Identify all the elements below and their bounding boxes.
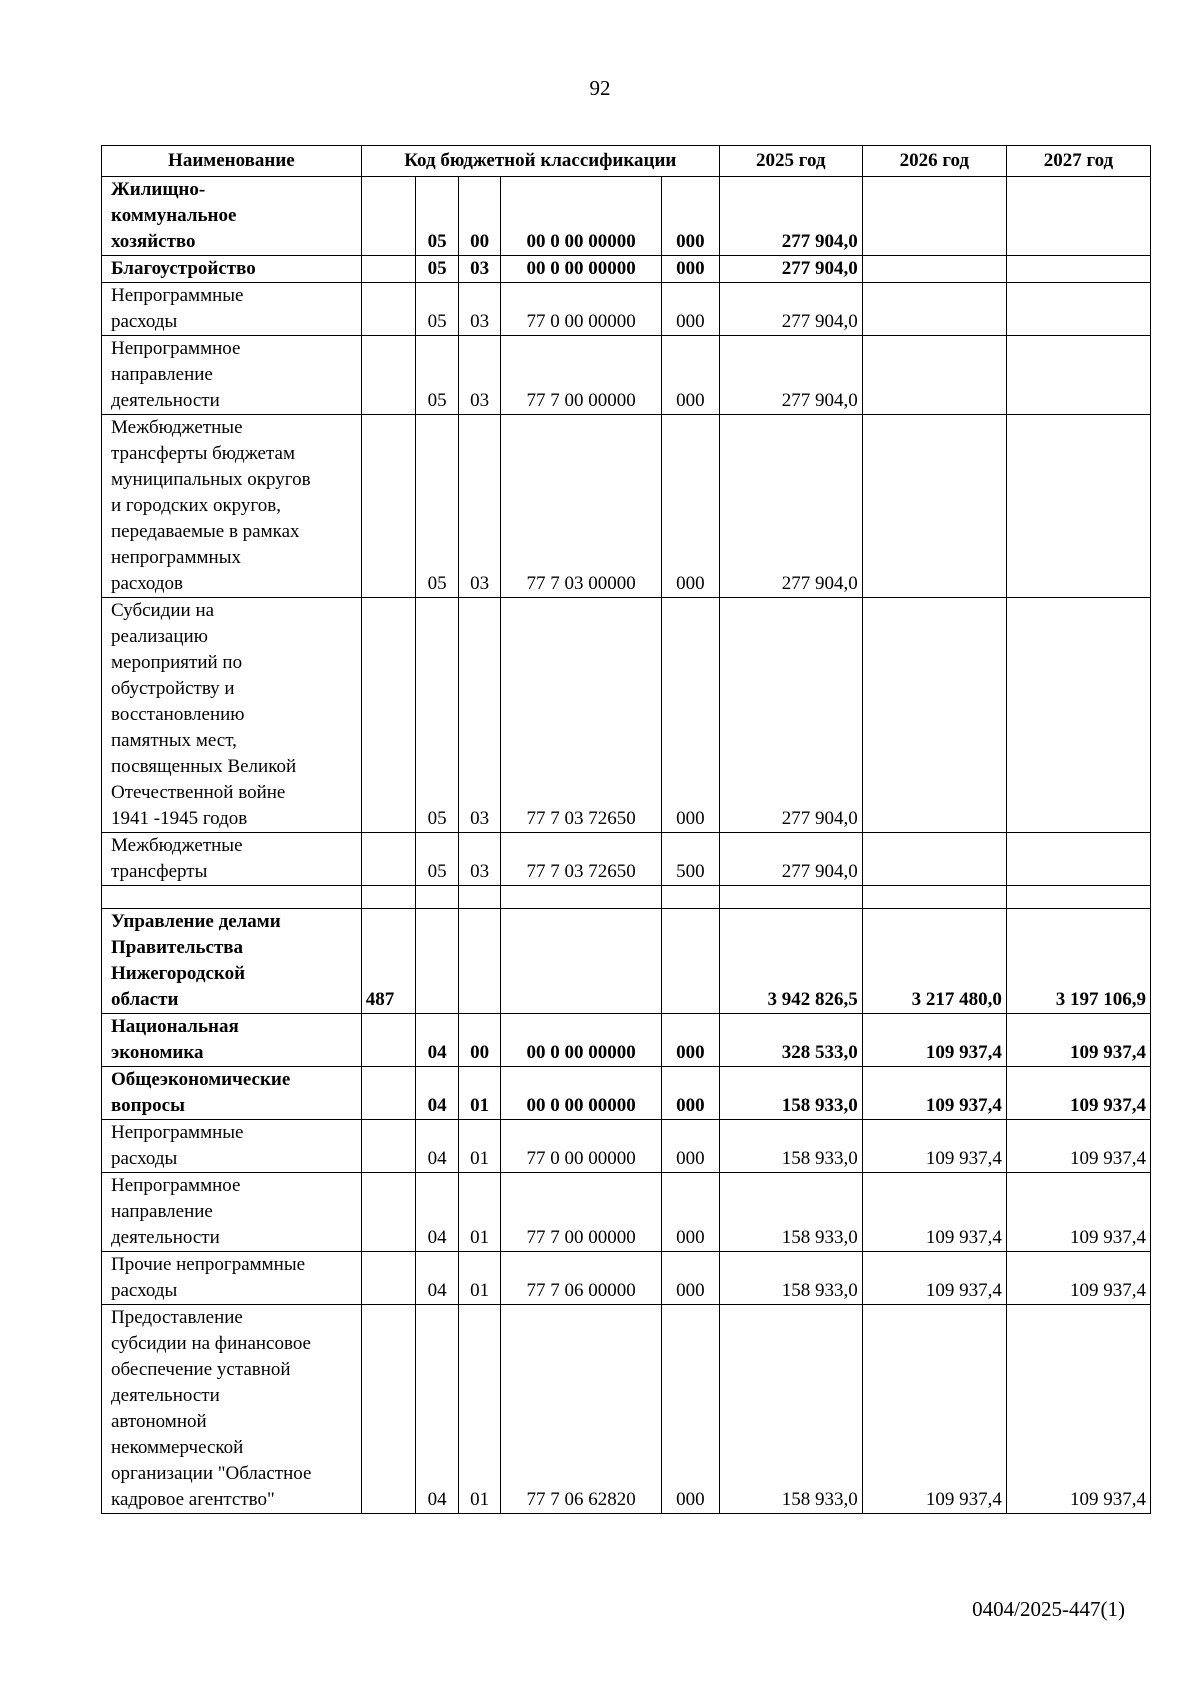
- expense-type-code: 000: [661, 598, 719, 833]
- section-code: 05: [416, 598, 459, 833]
- expense-type-code: 000: [661, 1120, 719, 1173]
- value-2027: [1006, 283, 1150, 336]
- value-2027: 109 937,4: [1006, 1014, 1150, 1067]
- value-2027: [1006, 415, 1150, 598]
- value-2026: [862, 336, 1006, 415]
- table-row: [102, 1173, 1151, 1252]
- value-2025: 158 933,0: [719, 1305, 862, 1514]
- value-2025: 277 904,0: [719, 598, 862, 833]
- value-2027: 109 937,4: [1006, 1173, 1150, 1252]
- subsection-code: [458, 909, 501, 1014]
- value-2025: 277 904,0: [719, 283, 862, 336]
- expense-type-code: 000: [661, 336, 719, 415]
- row-name: Управление делами Правительства Нижегородской области: [102, 909, 362, 1014]
- dept-code: [361, 256, 416, 283]
- section-code: 05: [416, 336, 459, 415]
- value-2027: 109 937,4: [1006, 1120, 1150, 1173]
- table-row: [102, 1120, 1151, 1173]
- target-article-code: 77 7 06 00000: [501, 1252, 661, 1305]
- section-code: 04: [416, 1067, 459, 1120]
- header-name: Наименование: [102, 146, 362, 177]
- empty-cell: [102, 886, 362, 909]
- section-code: 04: [416, 1173, 459, 1252]
- value-2027: [1006, 598, 1150, 833]
- row-name: Общеэкономические вопросы: [102, 1067, 362, 1120]
- document-code: 0404/2025-447(1): [972, 1597, 1125, 1621]
- dept-code: [361, 1173, 416, 1252]
- table-row: [102, 283, 1151, 336]
- dept-code: [361, 833, 416, 886]
- value-2026: 109 937,4: [862, 1252, 1006, 1305]
- dept-code: [361, 1014, 416, 1067]
- target-article-code: 00 0 00 00000: [501, 1014, 661, 1067]
- expense-type-code: 000: [661, 1014, 719, 1067]
- table-row: [102, 1067, 1151, 1120]
- value-2026: 109 937,4: [862, 1305, 1006, 1514]
- value-2026: [862, 256, 1006, 283]
- target-article-code: 77 7 03 00000: [501, 415, 661, 598]
- row-name: Жилищно- коммунальное хозяйство: [102, 177, 362, 256]
- value-2025: 277 904,0: [719, 336, 862, 415]
- value-2026: [862, 283, 1006, 336]
- value-2025: 277 904,0: [719, 415, 862, 598]
- value-2026: 109 937,4: [862, 1014, 1006, 1067]
- target-article-code: 77 7 03 72650: [501, 598, 661, 833]
- section-code: [416, 909, 459, 1014]
- section-code: 05: [416, 415, 459, 598]
- value-2025: 3 942 826,5: [719, 909, 862, 1014]
- value-2027: [1006, 177, 1150, 256]
- table-body: [102, 177, 1151, 1514]
- section-code: 04: [416, 1120, 459, 1173]
- expense-type-code: 000: [661, 415, 719, 598]
- subsection-code: 01: [458, 1173, 501, 1252]
- row-name: Прочие непрограммные расходы: [102, 1252, 362, 1305]
- row-name: Непрограммное направление деятельности: [102, 336, 362, 415]
- value-2027: 109 937,4: [1006, 1067, 1150, 1120]
- target-article-code: 77 0 00 00000: [501, 1120, 661, 1173]
- expense-type-code: 000: [661, 1305, 719, 1514]
- dept-code: [361, 177, 416, 256]
- row-name: Субсидии на реализацию мероприятий по обустройству и восстановлению памятных мест, посвященных Великой Отечественной войне 1941 -1945 годов: [102, 598, 362, 833]
- value-2025: 277 904,0: [719, 833, 862, 886]
- subsection-code: 01: [458, 1252, 501, 1305]
- expense-type-code: 000: [661, 256, 719, 283]
- row-name: Благоустройство: [102, 256, 362, 283]
- section-code: 05: [416, 177, 459, 256]
- spacer-row: [102, 886, 1151, 909]
- value-2025: 277 904,0: [719, 177, 862, 256]
- value-2026: 109 937,4: [862, 1120, 1006, 1173]
- section-code: 04: [416, 1252, 459, 1305]
- target-article-code: 77 7 06 62820: [501, 1305, 661, 1514]
- expense-type-code: [661, 909, 719, 1014]
- subsection-code: 03: [458, 283, 501, 336]
- row-name: Национальная экономика: [102, 1014, 362, 1067]
- expense-type-code: 000: [661, 283, 719, 336]
- dept-code: [361, 1252, 416, 1305]
- target-article-code: [501, 909, 661, 1014]
- header-2026: 2026 год: [862, 146, 1006, 177]
- header-code: Код бюджетной классификации: [361, 146, 719, 177]
- table-row: [102, 1252, 1151, 1305]
- expense-type-code: 000: [661, 1173, 719, 1252]
- table-row: [102, 909, 1151, 1014]
- table-row: [102, 256, 1151, 283]
- value-2027: [1006, 336, 1150, 415]
- value-2025: 158 933,0: [719, 1120, 862, 1173]
- subsection-code: 01: [458, 1067, 501, 1120]
- dept-code: [361, 1305, 416, 1514]
- value-2026: [862, 177, 1006, 256]
- value-2026: [862, 415, 1006, 598]
- target-article-code: 00 0 00 00000: [501, 177, 661, 256]
- row-name: Предоставление субсидии на финансовое обеспечение уставной деятельности автономной некоммерческой организации "Областное кадровое агентство": [102, 1305, 362, 1514]
- row-name: Межбюджетные трансферты бюджетам муниципальных округов и городских округов, передаваемые в рамках непрограммных расходов: [102, 415, 362, 598]
- target-article-code: 00 0 00 00000: [501, 256, 661, 283]
- section-code: 05: [416, 833, 459, 886]
- section-code: 05: [416, 283, 459, 336]
- section-code: 04: [416, 1014, 459, 1067]
- subsection-code: 03: [458, 336, 501, 415]
- dept-code: [361, 1120, 416, 1173]
- expense-type-code: 500: [661, 833, 719, 886]
- target-article-code: 77 7 00 00000: [501, 1173, 661, 1252]
- value-2026: [862, 833, 1006, 886]
- subsection-code: 03: [458, 256, 501, 283]
- value-2027: 3 197 106,9: [1006, 909, 1150, 1014]
- empty-cell: [661, 886, 719, 909]
- dept-code: [361, 1067, 416, 1120]
- empty-cell: [458, 886, 501, 909]
- table-row: [102, 177, 1151, 256]
- subsection-code: 00: [458, 177, 501, 256]
- budget-table: [101, 145, 1151, 1514]
- table-header-row: [102, 146, 1151, 177]
- value-2027: [1006, 833, 1150, 886]
- expense-type-code: 000: [661, 1252, 719, 1305]
- value-2026: 109 937,4: [862, 1173, 1006, 1252]
- table-row: [102, 1305, 1151, 1514]
- section-code: 04: [416, 1305, 459, 1514]
- value-2025: 328 533,0: [719, 1014, 862, 1067]
- dept-code: 487: [361, 909, 416, 1014]
- table-row: [102, 833, 1151, 886]
- section-code: 05: [416, 256, 459, 283]
- value-2027: 109 937,4: [1006, 1305, 1150, 1514]
- subsection-code: 00: [458, 1014, 501, 1067]
- header-2025: 2025 год: [719, 146, 862, 177]
- value-2026: 3 217 480,0: [862, 909, 1006, 1014]
- header-2027: 2027 год: [1006, 146, 1150, 177]
- dept-code: [361, 415, 416, 598]
- empty-cell: [416, 886, 459, 909]
- row-name: Межбюджетные трансферты: [102, 833, 362, 886]
- subsection-code: 01: [458, 1120, 501, 1173]
- target-article-code: 77 7 00 00000: [501, 336, 661, 415]
- empty-cell: [862, 886, 1006, 909]
- table-row: [102, 1014, 1151, 1067]
- value-2027: [1006, 256, 1150, 283]
- subsection-code: 03: [458, 415, 501, 598]
- target-article-code: 77 7 03 72650: [501, 833, 661, 886]
- subsection-code: 03: [458, 598, 501, 833]
- subsection-code: 03: [458, 833, 501, 886]
- empty-cell: [361, 886, 416, 909]
- table-row: [102, 336, 1151, 415]
- table-row: [102, 598, 1151, 833]
- dept-code: [361, 283, 416, 336]
- value-2025: 158 933,0: [719, 1252, 862, 1305]
- value-2025: 158 933,0: [719, 1067, 862, 1120]
- subsection-code: 01: [458, 1305, 501, 1514]
- empty-cell: [719, 886, 862, 909]
- table-row: [102, 415, 1151, 598]
- page-number: 92: [589, 76, 611, 100]
- value-2027: 109 937,4: [1006, 1252, 1150, 1305]
- empty-cell: [1006, 886, 1150, 909]
- dept-code: [361, 598, 416, 833]
- row-name: Непрограммные расходы: [102, 283, 362, 336]
- row-name: Непрограммные расходы: [102, 1120, 362, 1173]
- expense-type-code: 000: [661, 177, 719, 256]
- expense-type-code: 000: [661, 1067, 719, 1120]
- target-article-code: 77 0 00 00000: [501, 283, 661, 336]
- value-2026: 109 937,4: [862, 1067, 1006, 1120]
- value-2026: [862, 598, 1006, 833]
- target-article-code: 00 0 00 00000: [501, 1067, 661, 1120]
- empty-cell: [501, 886, 661, 909]
- value-2025: 158 933,0: [719, 1173, 862, 1252]
- dept-code: [361, 336, 416, 415]
- row-name: Непрограммное направление деятельности: [102, 1173, 362, 1252]
- value-2025: 277 904,0: [719, 256, 862, 283]
